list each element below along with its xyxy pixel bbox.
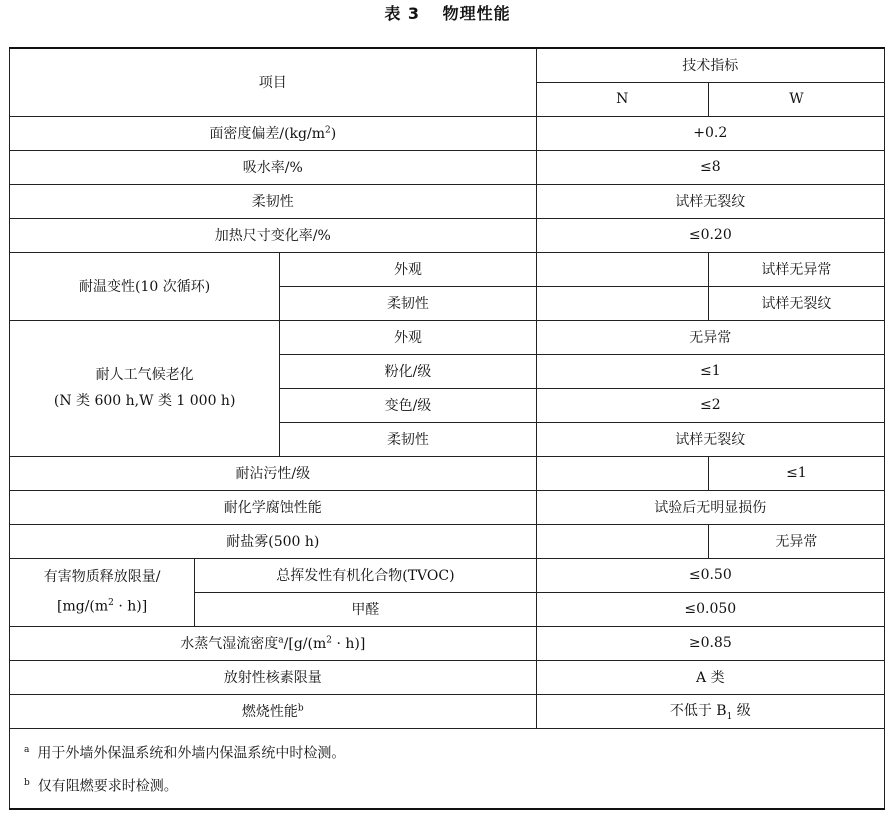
row-w-value: ≤1 [708, 456, 884, 490]
row-subitem: 柔韧性 [280, 422, 536, 456]
row-group [10, 320, 280, 456]
row-w-value: 无异常 [708, 524, 884, 558]
row-group: 耐温变性(10 次循环) [10, 252, 280, 320]
group-subtitle: $[mg/(m^2 \cdot h)]$ [57, 598, 148, 615]
row-value: ≤0.20 [536, 218, 884, 252]
note-a: $^a$ 用于外墙外保温系统和外墙内保温系统中时检测。 [24, 744, 346, 762]
row-subitem: 甲醛 [195, 592, 536, 626]
header-item: 项目 [10, 48, 537, 116]
row-n-empty [536, 286, 708, 320]
row-subitem: 总挥发性有机化合物(TVOC) [195, 558, 536, 592]
row-item: 水蒸气湿流密度$^a/[g/(m^2 \cdot h)]$ [10, 626, 537, 660]
row-group [10, 558, 195, 626]
row-n-empty [536, 252, 708, 286]
row-value: ≤0.50 [536, 558, 884, 592]
note-b: $^b$ 仅有阻燃要求时检测。 [24, 778, 178, 795]
row-item: 燃烧性能$^b$ [10, 694, 537, 728]
row-item: 柔韧性 [10, 184, 537, 218]
table-title: 物理性能 [442, 4, 511, 23]
row-value: 不低于 $B_1$ 级 [536, 694, 884, 728]
row-w-value: 试样无裂纹 [708, 286, 884, 320]
row-value: +0.2 [536, 116, 884, 150]
row-n-empty [536, 524, 708, 558]
group-title: 有害物质释放限量/ [43, 569, 161, 586]
row-item: 耐沾污性/级 [10, 456, 537, 490]
row-n-empty [536, 456, 708, 490]
row-value: 无异常 [536, 320, 884, 354]
row-value: A 类 [536, 660, 884, 694]
row-value: ≤8 [536, 150, 884, 184]
row-value: ≤1 [536, 354, 884, 388]
table-notes [10, 728, 885, 809]
row-value: ≥0.85 [536, 626, 884, 660]
group-subtitle: (N 类 600 h,W 类 1 000 h) [53, 393, 236, 409]
row-item: 耐盐雾(500 h) [10, 524, 537, 558]
header-n: N [536, 82, 708, 116]
table-caption [0, 0, 895, 36]
row-value: 试样无裂纹 [536, 184, 884, 218]
row-value: ≤2 [536, 388, 884, 422]
group-title: 耐人工气候老化 [95, 367, 194, 383]
table-number: 表 3 [384, 4, 421, 23]
header-tech: 技术指标 [536, 48, 884, 82]
row-value: ≤0.050 [536, 592, 884, 626]
row-subitem: 柔韧性 [280, 286, 536, 320]
row-item: 面密度偏差$/(kg/m^2)$ [10, 116, 537, 150]
row-value: 试验后无明显损伤 [536, 490, 884, 524]
header-w: W [708, 82, 884, 116]
physical-properties-table [9, 47, 885, 810]
row-subitem: 外观 [280, 320, 536, 354]
row-item: 放射性核素限量 [10, 660, 537, 694]
row-subitem: 外观 [280, 252, 536, 286]
row-item: 加热尺寸变化率/% [10, 218, 537, 252]
row-subitem: 变色/级 [280, 388, 536, 422]
row-subitem: 粉化/级 [280, 354, 536, 388]
row-value: 试样无裂纹 [536, 422, 884, 456]
row-w-value: 试样无异常 [708, 252, 884, 286]
row-item: 吸水率/% [10, 150, 537, 184]
row-item: 耐化学腐蚀性能 [10, 490, 537, 524]
